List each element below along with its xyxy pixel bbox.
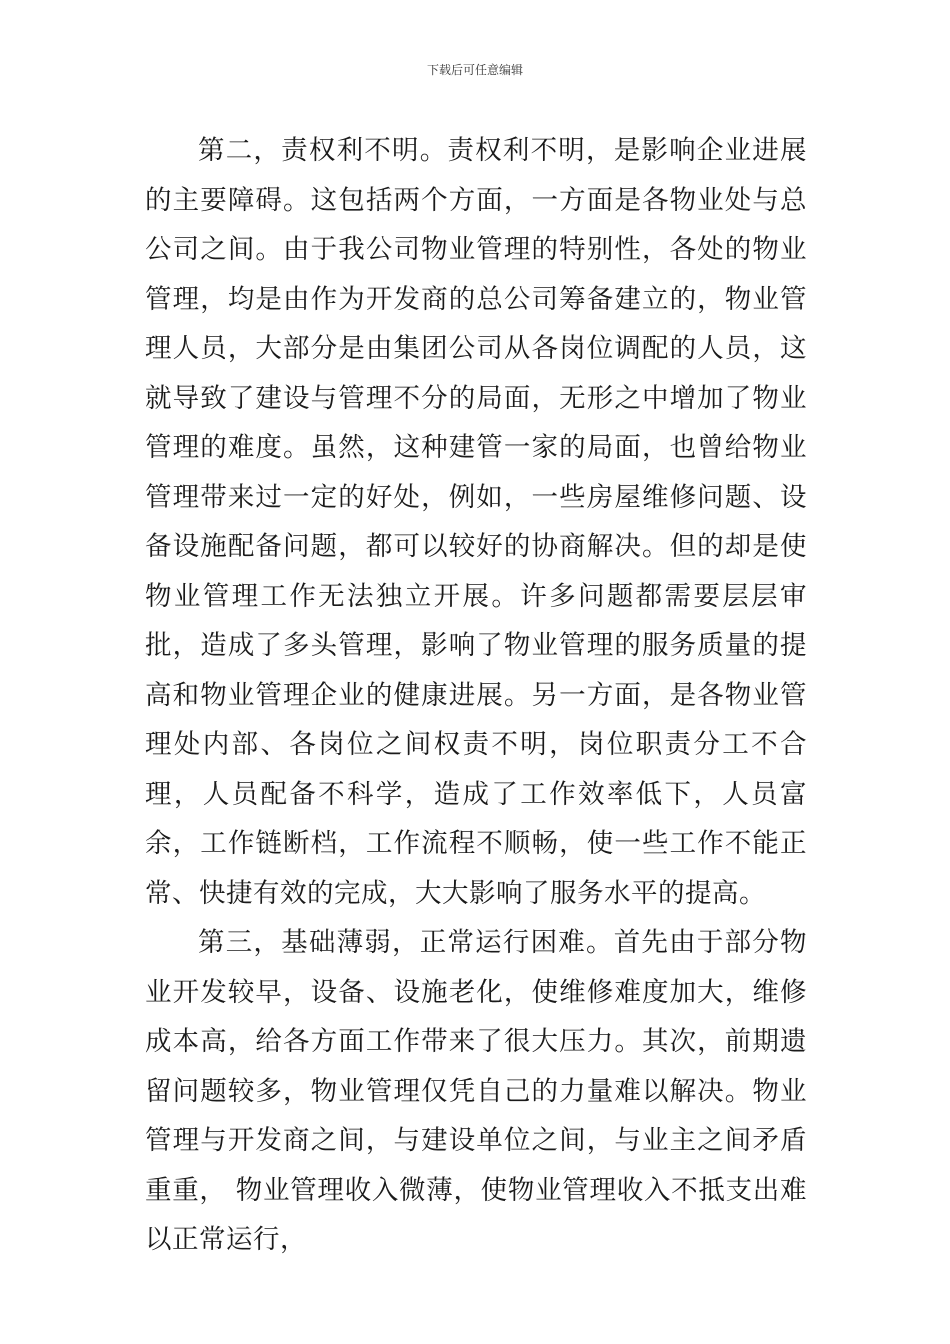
page-header-note: 下载后可任意编辑: [426, 63, 523, 77]
paragraph-responsibility: 第二，责权利不明。责权利不明，是影响企业进展的主要障碍。这包括两个方面，一方面是各物业处与总公司之间。由于我公司物业管理的特别性，各处的物业管理，均是由作为开发商的总公司筹备建立的，物业管理人员，大部分是由集团公司从各岗位调配的人员，这就导致了建设与管理不分的局面，无形之中增加了物业管理的难度。虽然，这种建管一家的局面，也曾给物业管理带来过一定的好处，例如，一些房屋维修问题、设备设施配备问题，都可以较好的协商解决。但的却是使物业管理工作无法独立开展。许多问题都需要层层审批，造成了多头管理，影响了物业管理的服务质量的提高和物业管理企业的健康进展。另一方面，是各物业管理处内部、各岗位之间权责不明，岗位职责分工不合理，人员配备不科学，造成了工作效率低下，人员富余，工作链断档，工作流程不顺畅，使一些工作不能正常、快捷有效的完成，大大影响了服务水平的提高。: [145, 135, 807, 909]
document-body: [145, 126, 807, 1265]
paragraph-foundation: 第三，基础薄弱，正常运行困难。首先由于部分物业开发较早，设备、设施老化，使维修难度加大，维修成本高，给各方面工作带来了很大压力。其次，前期遗留问题较多，物业管理仅凭自己的力量难以解决。物业管理与开发商之间，与建设单位之间，与业主之间矛盾重重， 物业管理收入微薄，使物业管理收入不抵支出难以正常运行，: [145, 927, 807, 1255]
